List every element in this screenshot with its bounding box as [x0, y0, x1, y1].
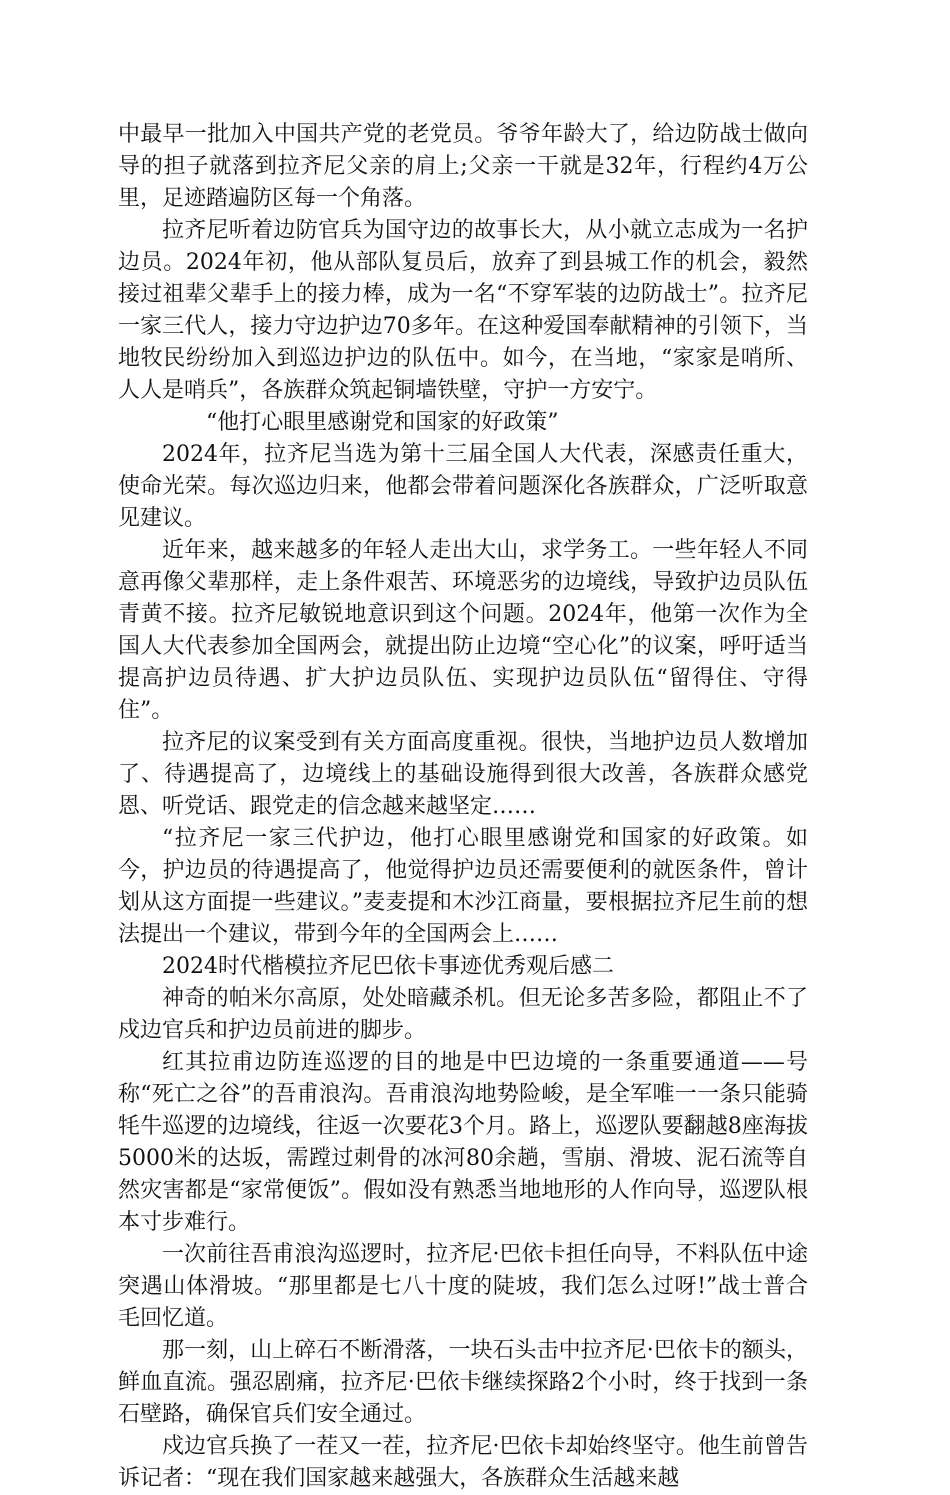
- paragraph: 近年来，越来越多的年轻人走出大山，求学务工。一些年轻人不同意再像父辈那样，走上条件艰苦、环境恶劣的边境线，导致护边员队伍青黄不接。拉齐尼敏锐地意识到这个问题。2024年，他第一次作为全国人大代表参加全国两会，就提出防止边境“空心化”的议案，呼吁适当提高护边员待遇、扩大护边员队伍、实现护边员队伍“留得住、守得住”。: [118, 538, 808, 723]
- paragraph: 拉齐尼的议案受到有关方面高度重视。很快，当地护边员人数增加了、待遇提高了，边境线上的基础设施得到很大改善，各族群众感党恩、听党话、跟党走的信念越来越坚定……: [118, 730, 808, 819]
- section-heading: “他打心眼里感谢党和国家的好政策”: [206, 410, 559, 435]
- paragraph: 那一刻，山上碎石不断滑落，一块石头击中拉齐尼·巴依卡的额头，鲜血直流。强忍剧痛，拉齐尼·巴依卡继续探路2个小时，终于找到一条石壁路，确保官兵们安全通过。: [118, 1338, 808, 1427]
- paragraph: 2024年，拉齐尼当选为第十三届全国人大代表，深感责任重大，使命光荣。每次巡边归来，他都会带着问题深化各族群众，广泛听取意见建议。: [118, 442, 808, 531]
- paragraph: 戍边官兵换了一茬又一茬，拉齐尼·巴依卡却始终坚守。他生前曾告诉记者：“现在我们国家越来越强大，各族群众生活越来越: [118, 1434, 808, 1491]
- paragraph: 一次前往吾甫浪沟巡逻时，拉齐尼·巴依卡担任向导，不料队伍中途突遇山体滑坡。“那里都是七八十度的陡坡，我们怎么过呀!”战士普合毛回忆道。: [118, 1242, 808, 1331]
- document-page: [118, 119, 808, 1495]
- paragraph: “拉齐尼一家三代护边，他打心眼里感谢党和国家的好政策。如今，护边员的待遇提高了，他觉得护边员还需要便利的就医条件，曾计划从这方面提一些建议。”麦麦提和木沙江商量，要根据拉齐尼生前的想法提出一个建议，带到今年的全国两会上……: [118, 826, 808, 947]
- paragraph-continuation: 中最早一批加入中国共产党的老党员。爷爷年龄大了，给边防战士做向导的担子就落到拉齐尼父亲的肩上;父亲一干就是32年，行程约4万公里，足迹踏遍防区每一个角落。: [118, 122, 808, 211]
- article-subtitle: 2024时代楷模拉齐尼巴依卡事迹优秀观后感二: [162, 954, 614, 979]
- paragraph: 神奇的帕米尔高原，处处暗藏杀机。但无论多苦多险，都阻止不了戍边官兵和护边员前进的脚步。: [118, 986, 808, 1043]
- paragraph: 红其拉甫边防连巡逻的目的地是中巴边境的一条重要通道——号称“死亡之谷”的吾甫浪沟。吾甫浪沟地势险峻，是全军唯一一条只能骑牦牛巡逻的边境线，往返一次要花3个月。路上，巡逻队要翻越8座海拔5000米的达坂，需蹚过刺骨的冰河80余趟，雪崩、滑坡、泥石流等自然灾害都是“家常便饭”。假如没有熟悉当地地形的人作向导，巡逻队根本寸步难行。: [118, 1050, 808, 1235]
- paragraph: 拉齐尼听着边防官兵为国守边的故事长大，从小就立志成为一名护边员。2024年初，他从部队复员后，放弃了到县城工作的机会，毅然接过祖辈父辈手上的接力棒，成为一名“不穿军装的边防战士”。拉齐尼一家三代人，接力守边护边70多年。在这种爱国奉献精神的引领下，当地牧民纷纷加入到巡边护边的队伍中。如今，在当地，“家家是哨所、人人是哨兵”，各族群众筑起铜墙铁壁，守护一方安宁。: [118, 218, 808, 403]
